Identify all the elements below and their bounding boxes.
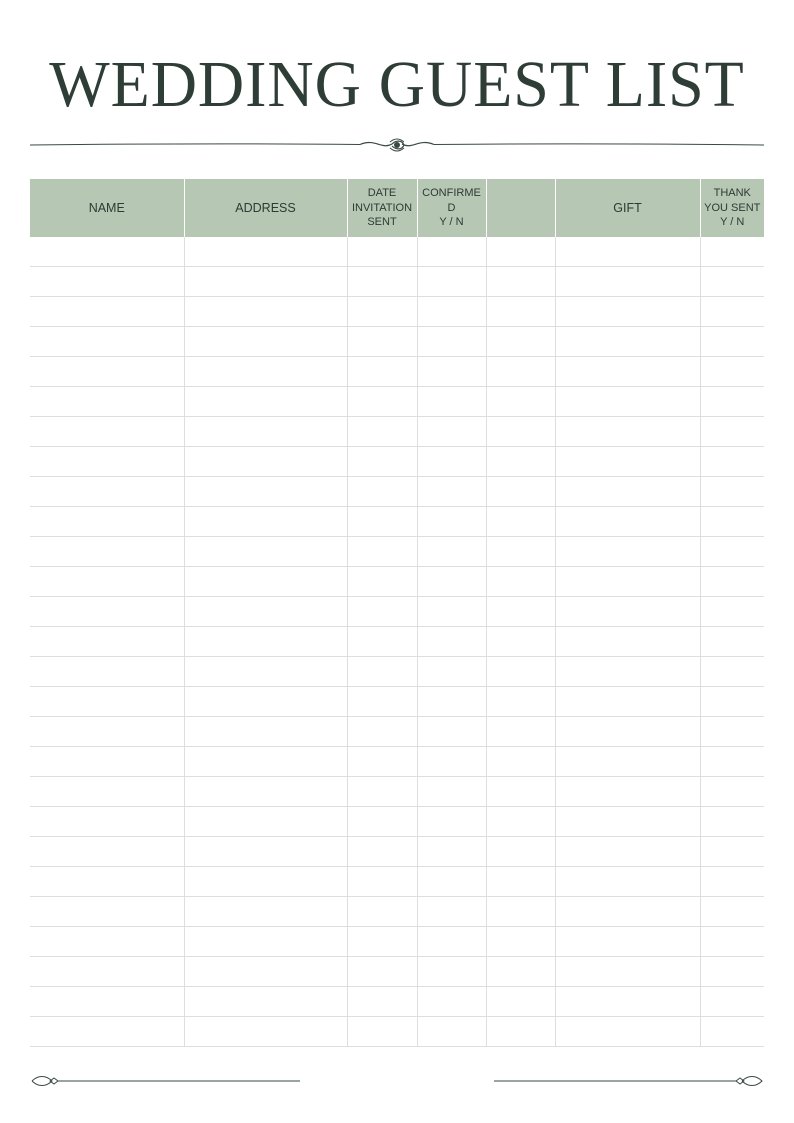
cell-gift[interactable] [555, 747, 700, 777]
column-header-gift: GIFT [555, 179, 700, 237]
table-row [30, 927, 764, 957]
cell-address[interactable] [184, 837, 347, 867]
page-title: WEDDING GUEST LIST [49, 48, 745, 121]
cell-thank-you-sent[interactable] [700, 897, 764, 927]
cell-confirmed[interactable] [417, 897, 486, 927]
cell-blank[interactable] [486, 897, 555, 927]
table-row [30, 597, 764, 627]
cell-confirmed[interactable] [417, 507, 486, 537]
cell-date-invitation-sent[interactable] [347, 1017, 417, 1047]
cell-address[interactable] [184, 507, 347, 537]
cell-thank-you-sent[interactable] [700, 687, 764, 717]
cell-date-invitation-sent[interactable] [347, 867, 417, 897]
cell-gift[interactable] [555, 717, 700, 747]
cell-thank-you-sent[interactable] [700, 507, 764, 537]
cell-gift[interactable] [555, 777, 700, 807]
cell-address[interactable] [184, 387, 347, 417]
cell-blank[interactable] [486, 777, 555, 807]
cell-name[interactable] [30, 357, 184, 387]
column-header-label: THANK YOU SENT Y / N [704, 187, 761, 229]
cell-blank[interactable] [486, 267, 555, 297]
cell-gift[interactable] [555, 867, 700, 897]
cell-address[interactable] [184, 597, 347, 627]
cell-blank[interactable] [486, 507, 555, 537]
table-header-row [30, 179, 764, 237]
cell-thank-you-sent[interactable] [700, 597, 764, 627]
cell-address[interactable] [184, 897, 347, 927]
cell-date-invitation-sent[interactable] [347, 447, 417, 477]
cell-date-invitation-sent[interactable] [347, 987, 417, 1017]
cell-date-invitation-sent[interactable] [347, 657, 417, 687]
cell-confirmed[interactable] [417, 297, 486, 327]
table-row [30, 687, 764, 717]
ornament-divider-top [30, 134, 764, 156]
column-header-label: CONFIRMED Y / N [422, 187, 481, 229]
cell-confirmed[interactable] [417, 987, 486, 1017]
cell-blank[interactable] [486, 717, 555, 747]
cell-name[interactable] [30, 537, 184, 567]
table-body [30, 237, 764, 1047]
cell-name[interactable] [30, 567, 184, 597]
cell-thank-you-sent[interactable] [700, 357, 764, 387]
cell-confirmed[interactable] [417, 837, 486, 867]
cell-blank[interactable] [486, 387, 555, 417]
cell-gift[interactable] [555, 807, 700, 837]
cell-address[interactable] [184, 567, 347, 597]
cell-name[interactable] [30, 897, 184, 927]
cell-thank-you-sent[interactable] [700, 1017, 764, 1047]
cell-date-invitation-sent[interactable] [347, 747, 417, 777]
cell-confirmed[interactable] [417, 357, 486, 387]
cell-name[interactable] [30, 1017, 184, 1047]
table-row [30, 747, 764, 777]
cell-gift[interactable] [555, 477, 700, 507]
cell-blank[interactable] [486, 417, 555, 447]
cell-name[interactable] [30, 267, 184, 297]
cell-address[interactable] [184, 267, 347, 297]
cell-blank[interactable] [486, 687, 555, 717]
cell-confirmed[interactable] [417, 657, 486, 687]
cell-date-invitation-sent[interactable] [347, 597, 417, 627]
cell-gift[interactable] [555, 297, 700, 327]
cell-address[interactable] [184, 237, 347, 267]
cell-blank[interactable] [486, 807, 555, 837]
cell-thank-you-sent[interactable] [700, 237, 764, 267]
cell-name[interactable] [30, 957, 184, 987]
cell-name[interactable] [30, 777, 184, 807]
cell-name[interactable] [30, 507, 184, 537]
cell-thank-you-sent[interactable] [700, 477, 764, 507]
cell-address[interactable] [184, 777, 347, 807]
cell-thank-you-sent[interactable] [700, 567, 764, 597]
table-row [30, 267, 764, 297]
cell-thank-you-sent[interactable] [700, 417, 764, 447]
cell-date-invitation-sent[interactable] [347, 267, 417, 297]
cell-date-invitation-sent[interactable] [347, 687, 417, 717]
cell-gift[interactable] [555, 957, 700, 987]
cell-name[interactable] [30, 747, 184, 777]
table-row [30, 867, 764, 897]
cell-confirmed[interactable] [417, 267, 486, 297]
cell-confirmed[interactable] [417, 567, 486, 597]
table-row [30, 237, 764, 267]
cell-date-invitation-sent[interactable] [347, 417, 417, 447]
cell-blank[interactable] [486, 537, 555, 567]
table-row [30, 507, 764, 537]
column-header-date-invitation-sent [347, 179, 417, 237]
cell-blank[interactable] [486, 357, 555, 387]
cell-blank[interactable] [486, 867, 555, 897]
cell-name[interactable] [30, 297, 184, 327]
column-header-address: ADDRESS [184, 179, 347, 237]
cell-confirmed[interactable] [417, 327, 486, 357]
cell-blank[interactable] [486, 297, 555, 327]
cell-address[interactable] [184, 357, 347, 387]
cell-confirmed[interactable] [417, 687, 486, 717]
cell-gift[interactable] [555, 987, 700, 1017]
cell-gift[interactable] [555, 597, 700, 627]
cell-gift[interactable] [555, 537, 700, 567]
table-row [30, 657, 764, 687]
cell-gift[interactable] [555, 687, 700, 717]
cell-name[interactable] [30, 987, 184, 1017]
cell-date-invitation-sent[interactable] [347, 237, 417, 267]
cell-name[interactable] [30, 717, 184, 747]
column-header-confirmed [417, 179, 486, 237]
cell-thank-you-sent[interactable] [700, 927, 764, 957]
cell-name[interactable] [30, 867, 184, 897]
cell-confirmed[interactable] [417, 717, 486, 747]
cell-date-invitation-sent[interactable] [347, 777, 417, 807]
cell-thank-you-sent[interactable] [700, 387, 764, 417]
cell-thank-you-sent[interactable] [700, 297, 764, 327]
cell-gift[interactable] [555, 507, 700, 537]
cell-blank[interactable] [486, 837, 555, 867]
cell-date-invitation-sent[interactable] [347, 297, 417, 327]
cell-confirmed[interactable] [417, 867, 486, 897]
cell-thank-you-sent[interactable] [700, 327, 764, 357]
cell-thank-you-sent[interactable] [700, 837, 764, 867]
table-row [30, 807, 764, 837]
table-row [30, 957, 764, 987]
cell-thank-you-sent[interactable] [700, 657, 764, 687]
cell-address[interactable] [184, 957, 347, 987]
cell-address[interactable] [184, 1017, 347, 1047]
cell-date-invitation-sent[interactable] [347, 957, 417, 987]
cell-date-invitation-sent[interactable] [347, 537, 417, 567]
cell-gift[interactable] [555, 567, 700, 597]
cell-blank[interactable] [486, 447, 555, 477]
cell-address[interactable] [184, 927, 347, 957]
cell-blank[interactable] [486, 477, 555, 507]
cell-thank-you-sent[interactable] [700, 867, 764, 897]
cell-gift[interactable] [555, 447, 700, 477]
cell-blank[interactable] [486, 987, 555, 1017]
table-row [30, 297, 764, 327]
table-row [30, 567, 764, 597]
cell-address[interactable] [184, 687, 347, 717]
cell-confirmed[interactable] [417, 417, 486, 447]
cell-gift[interactable] [555, 267, 700, 297]
cell-gift[interactable] [555, 927, 700, 957]
cell-confirmed[interactable] [417, 807, 486, 837]
cell-confirmed[interactable] [417, 777, 486, 807]
cell-address[interactable] [184, 867, 347, 897]
cell-blank[interactable] [486, 927, 555, 957]
cell-confirmed[interactable] [417, 477, 486, 507]
cell-thank-you-sent[interactable] [700, 987, 764, 1017]
cell-name[interactable] [30, 597, 184, 627]
cell-blank[interactable] [486, 657, 555, 687]
table-row [30, 777, 764, 807]
cell-address[interactable] [184, 717, 347, 747]
cell-address[interactable] [184, 807, 347, 837]
cell-date-invitation-sent[interactable] [347, 897, 417, 927]
cell-date-invitation-sent[interactable] [347, 627, 417, 657]
cell-thank-you-sent[interactable] [700, 807, 764, 837]
table-row [30, 477, 764, 507]
table-row [30, 897, 764, 927]
cell-gift[interactable] [555, 237, 700, 267]
column-header-label: DATE INVITATION SENT [351, 187, 413, 229]
cell-blank[interactable] [486, 237, 555, 267]
cell-address[interactable] [184, 747, 347, 777]
cell-address[interactable] [184, 417, 347, 447]
cell-address[interactable] [184, 537, 347, 567]
cell-thank-you-sent[interactable] [700, 957, 764, 987]
cell-confirmed[interactable] [417, 957, 486, 987]
table-row [30, 1017, 764, 1047]
table-row [30, 627, 764, 657]
cell-confirmed[interactable] [417, 387, 486, 417]
cell-confirmed[interactable] [417, 747, 486, 777]
cell-thank-you-sent[interactable] [700, 627, 764, 657]
cell-confirmed[interactable] [417, 237, 486, 267]
cell-name[interactable] [30, 687, 184, 717]
cell-address[interactable] [184, 327, 347, 357]
cell-thank-you-sent[interactable] [700, 747, 764, 777]
cell-confirmed[interactable] [417, 447, 486, 477]
table-row [30, 537, 764, 567]
table-row [30, 717, 764, 747]
cell-confirmed[interactable] [417, 627, 486, 657]
cell-blank[interactable] [486, 327, 555, 357]
cell-name[interactable] [30, 657, 184, 687]
table-row [30, 447, 764, 477]
table-row [30, 387, 764, 417]
cell-gift[interactable] [555, 1017, 700, 1047]
cell-name[interactable] [30, 837, 184, 867]
cell-name[interactable] [30, 807, 184, 837]
cell-address[interactable] [184, 627, 347, 657]
cell-gift[interactable] [555, 657, 700, 687]
cell-blank[interactable] [486, 957, 555, 987]
cell-thank-you-sent[interactable] [700, 447, 764, 477]
cell-blank[interactable] [486, 747, 555, 777]
cell-name[interactable] [30, 387, 184, 417]
table-row [30, 357, 764, 387]
table-row [30, 417, 764, 447]
cell-gift[interactable] [555, 387, 700, 417]
cell-thank-you-sent[interactable] [700, 717, 764, 747]
cell-blank[interactable] [486, 627, 555, 657]
cell-name[interactable] [30, 447, 184, 477]
cell-address[interactable] [184, 987, 347, 1017]
cell-name[interactable] [30, 327, 184, 357]
cell-date-invitation-sent[interactable] [347, 477, 417, 507]
cell-confirmed[interactable] [417, 597, 486, 627]
cell-date-invitation-sent[interactable] [347, 807, 417, 837]
cell-blank[interactable] [486, 567, 555, 597]
cell-thank-you-sent[interactable] [700, 537, 764, 567]
ornament-divider-bottom [30, 1072, 764, 1090]
cell-name[interactable] [30, 417, 184, 447]
cell-date-invitation-sent[interactable] [347, 717, 417, 747]
cell-date-invitation-sent[interactable] [347, 837, 417, 867]
table-row [30, 327, 764, 357]
cell-date-invitation-sent[interactable] [347, 927, 417, 957]
cell-date-invitation-sent[interactable] [347, 357, 417, 387]
cell-gift[interactable] [555, 357, 700, 387]
cell-date-invitation-sent[interactable] [347, 507, 417, 537]
guest-list-table [30, 179, 764, 1047]
cell-blank[interactable] [486, 1017, 555, 1047]
cell-address[interactable] [184, 657, 347, 687]
cell-thank-you-sent[interactable] [700, 267, 764, 297]
cell-gift[interactable] [555, 327, 700, 357]
cell-thank-you-sent[interactable] [700, 777, 764, 807]
table-row [30, 837, 764, 867]
cell-date-invitation-sent[interactable] [347, 387, 417, 417]
cell-address[interactable] [184, 297, 347, 327]
cell-confirmed[interactable] [417, 927, 486, 957]
cell-confirmed[interactable] [417, 1017, 486, 1047]
cell-address[interactable] [184, 447, 347, 477]
cell-name[interactable] [30, 627, 184, 657]
cell-gift[interactable] [555, 837, 700, 867]
cell-name[interactable] [30, 237, 184, 267]
cell-address[interactable] [184, 477, 347, 507]
cell-gift[interactable] [555, 627, 700, 657]
column-header-thank-you-sent [700, 179, 764, 237]
column-header-name: NAME [30, 179, 184, 237]
column-header-blank [486, 179, 555, 237]
cell-date-invitation-sent[interactable] [347, 567, 417, 597]
cell-gift[interactable] [555, 417, 700, 447]
table-row [30, 987, 764, 1017]
cell-blank[interactable] [486, 597, 555, 627]
cell-gift[interactable] [555, 897, 700, 927]
cell-name[interactable] [30, 927, 184, 957]
cell-date-invitation-sent[interactable] [347, 327, 417, 357]
cell-confirmed[interactable] [417, 537, 486, 567]
cell-name[interactable] [30, 477, 184, 507]
